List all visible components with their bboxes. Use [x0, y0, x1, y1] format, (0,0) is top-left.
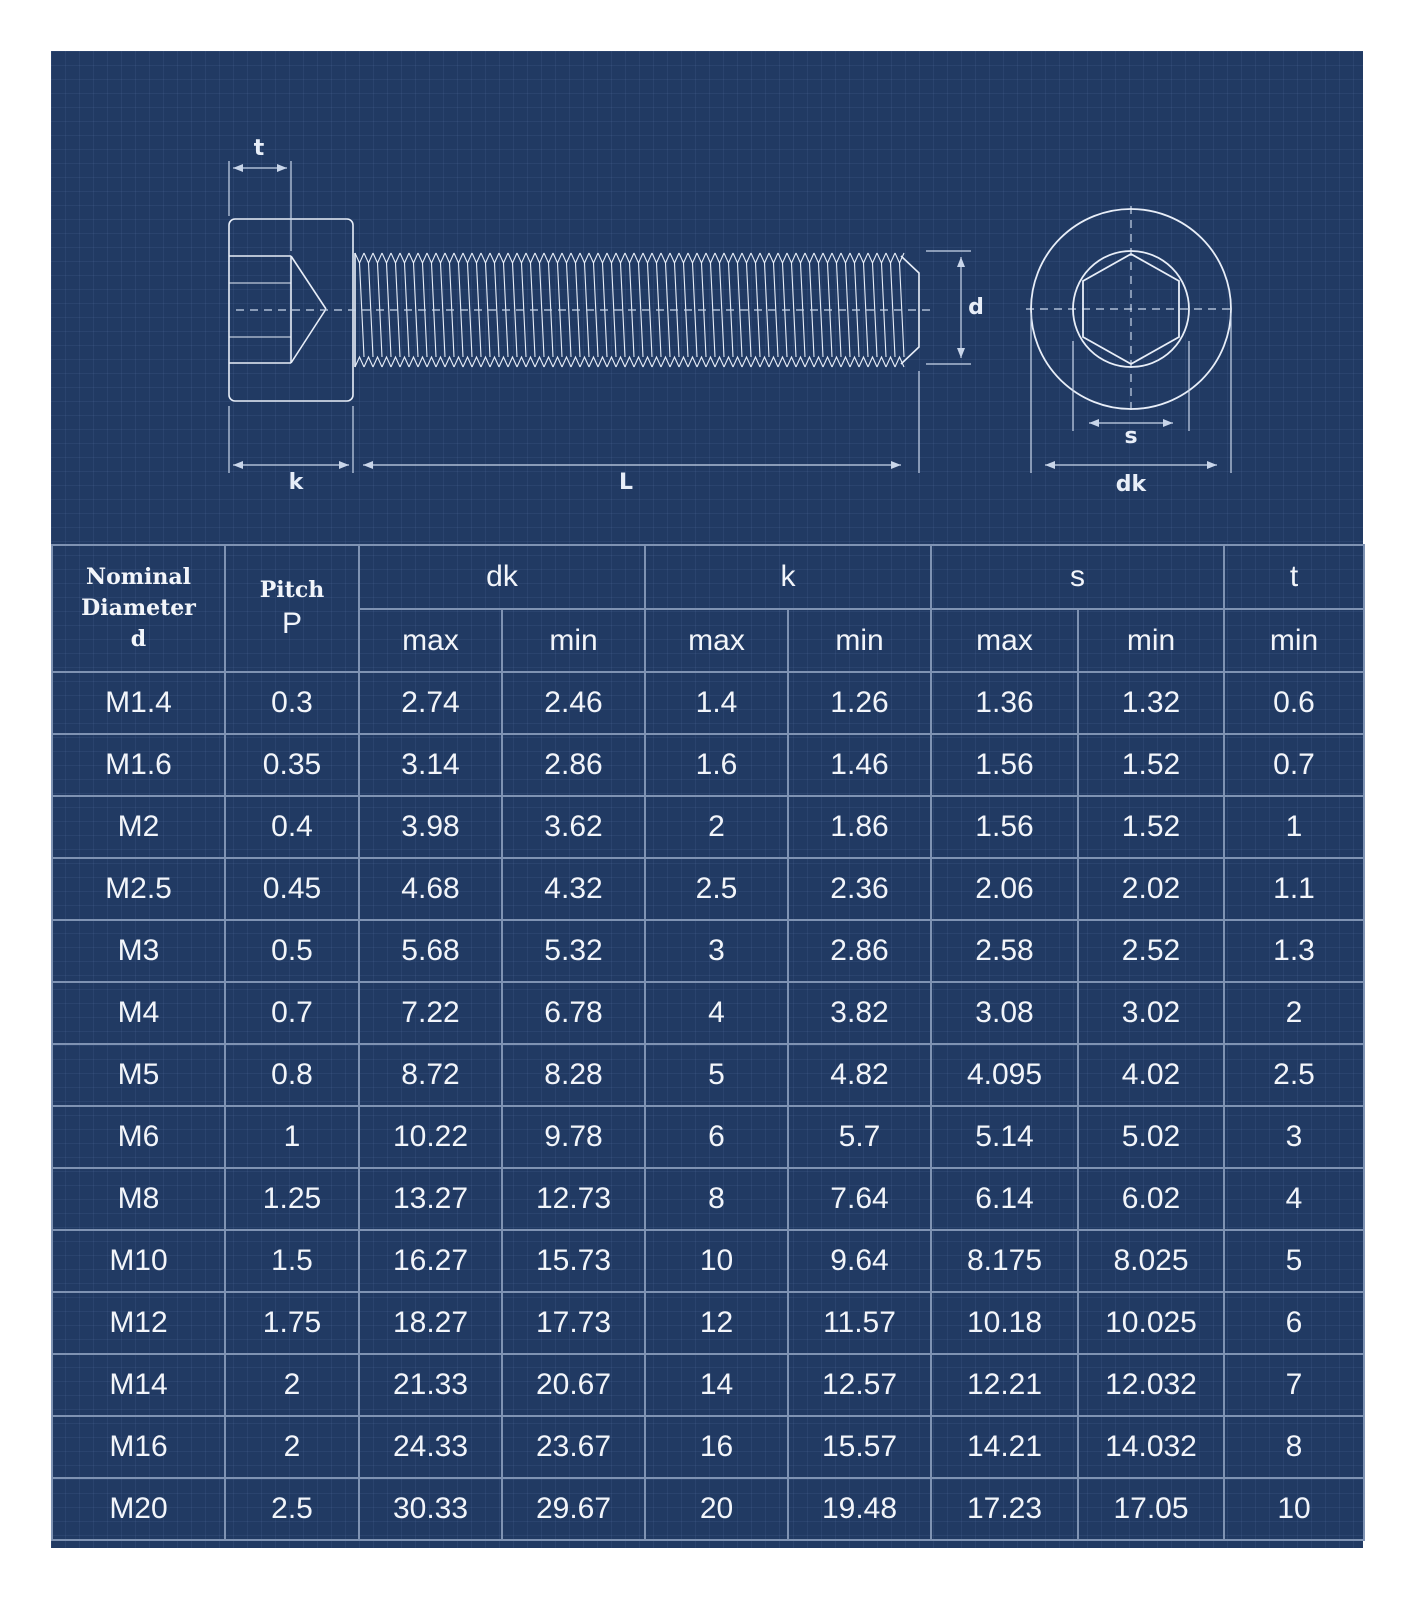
screw-diagram-svg	[51, 51, 1363, 541]
cell-pitch: 0.45	[225, 858, 359, 920]
table-row	[52, 1230, 1364, 1292]
cell-k-max: 1.6	[645, 734, 788, 796]
cell-s-max: 3.08	[931, 982, 1078, 1044]
cell-t-min: 0.7	[1224, 734, 1364, 796]
cell-k-min: 11.57	[788, 1292, 931, 1354]
cell-size: M3	[52, 920, 225, 982]
cell-k-max: 20	[645, 1478, 788, 1540]
header-group-t: t	[1224, 545, 1364, 609]
cell-t-min: 2	[1224, 982, 1364, 1044]
cell-dk-max: 24.33	[359, 1416, 502, 1478]
cell-k-min: 19.48	[788, 1478, 931, 1540]
cell-dk-max: 13.27	[359, 1168, 502, 1230]
cell-pitch: 1	[225, 1106, 359, 1168]
header-pitch	[225, 545, 359, 672]
cell-k-max: 16	[645, 1416, 788, 1478]
cell-s-min: 12.032	[1078, 1354, 1224, 1416]
cell-k-max: 1.4	[645, 672, 788, 734]
cell-k-max: 3	[645, 920, 788, 982]
cell-pitch: 0.3	[225, 672, 359, 734]
cell-s-min: 2.02	[1078, 858, 1224, 920]
cell-dk-max: 18.27	[359, 1292, 502, 1354]
cell-dk-min: 8.28	[502, 1044, 645, 1106]
cell-size: M12	[52, 1292, 225, 1354]
cell-size: M8	[52, 1168, 225, 1230]
cell-t-min: 6	[1224, 1292, 1364, 1354]
cell-s-min: 3.02	[1078, 982, 1224, 1044]
table-row	[52, 1292, 1364, 1354]
cell-dk-min: 5.32	[502, 920, 645, 982]
cell-size: M1.4	[52, 672, 225, 734]
cell-k-min: 5.7	[788, 1106, 931, 1168]
cell-k-min: 7.64	[788, 1168, 931, 1230]
cell-s-max: 14.21	[931, 1416, 1078, 1478]
cell-size: M20	[52, 1478, 225, 1540]
cell-dk-min: 9.78	[502, 1106, 645, 1168]
cell-k-max: 10	[645, 1230, 788, 1292]
cell-s-max: 10.18	[931, 1292, 1078, 1354]
cell-dk-max: 3.98	[359, 796, 502, 858]
cell-s-min: 1.52	[1078, 796, 1224, 858]
screw-technical-drawing	[51, 51, 1363, 541]
header-pitch-line1: Pitch	[259, 577, 325, 603]
cell-s-max: 17.23	[931, 1478, 1078, 1540]
cell-k-max: 5	[645, 1044, 788, 1106]
cell-size: M5	[52, 1044, 225, 1106]
cell-pitch: 2.5	[225, 1478, 359, 1540]
cell-k-min: 2.36	[788, 858, 931, 920]
header-nominal-line3: d	[130, 626, 147, 652]
cell-t-min: 0.6	[1224, 672, 1364, 734]
cell-dk-min: 2.86	[502, 734, 645, 796]
cell-dk-max: 2.74	[359, 672, 502, 734]
dim-label-t: t	[253, 136, 265, 161]
cell-k-max: 8	[645, 1168, 788, 1230]
cell-dk-min: 3.62	[502, 796, 645, 858]
table-row	[52, 1416, 1364, 1478]
dim-label-d: d	[968, 295, 984, 320]
cell-k-max: 12	[645, 1292, 788, 1354]
cell-s-min: 2.52	[1078, 920, 1224, 982]
cell-dk-min: 29.67	[502, 1478, 645, 1540]
cell-s-max: 12.21	[931, 1354, 1078, 1416]
cell-k-min: 1.26	[788, 672, 931, 734]
cell-k-min: 15.57	[788, 1416, 931, 1478]
cell-pitch: 2	[225, 1354, 359, 1416]
cell-t-min: 8	[1224, 1416, 1364, 1478]
header-nominal-line1: Nominal	[85, 564, 192, 590]
cell-t-min: 1.3	[1224, 920, 1364, 982]
table-row	[52, 1478, 1364, 1540]
table-header-row-1	[52, 545, 1364, 609]
table-row	[52, 796, 1364, 858]
cell-dk-max: 10.22	[359, 1106, 502, 1168]
cell-t-min: 10	[1224, 1478, 1364, 1540]
cell-s-min: 10.025	[1078, 1292, 1224, 1354]
cell-t-min: 1.1	[1224, 858, 1364, 920]
header-k-max: max	[645, 609, 788, 672]
table-row	[52, 672, 1364, 734]
cell-k-min: 9.64	[788, 1230, 931, 1292]
header-dk-max: max	[359, 609, 502, 672]
table-row	[52, 1044, 1364, 1106]
cell-size: M6	[52, 1106, 225, 1168]
cell-pitch: 0.7	[225, 982, 359, 1044]
cell-k-max: 2	[645, 796, 788, 858]
cell-dk-min: 4.32	[502, 858, 645, 920]
table-row	[52, 920, 1364, 982]
header-nominal-line2: Diameter	[81, 595, 196, 621]
cell-dk-min: 20.67	[502, 1354, 645, 1416]
cell-s-min: 6.02	[1078, 1168, 1224, 1230]
cell-dk-min: 15.73	[502, 1230, 645, 1292]
cell-size: M2	[52, 796, 225, 858]
cell-pitch: 1.25	[225, 1168, 359, 1230]
cell-dk-max: 5.68	[359, 920, 502, 982]
cell-dk-min: 23.67	[502, 1416, 645, 1478]
cell-k-max: 4	[645, 982, 788, 1044]
cell-s-max: 8.175	[931, 1230, 1078, 1292]
cell-pitch: 1.5	[225, 1230, 359, 1292]
dim-label-s: s	[1124, 424, 1138, 449]
cell-s-min: 5.02	[1078, 1106, 1224, 1168]
table-row	[52, 1354, 1364, 1416]
dim-label-L: L	[618, 470, 634, 495]
header-group-dk: dk	[359, 545, 645, 609]
cell-t-min: 7	[1224, 1354, 1364, 1416]
table-row	[52, 858, 1364, 920]
cell-pitch: 0.8	[225, 1044, 359, 1106]
cell-s-min: 8.025	[1078, 1230, 1224, 1292]
cell-t-min: 5	[1224, 1230, 1364, 1292]
cell-t-min: 4	[1224, 1168, 1364, 1230]
cell-dk-max: 30.33	[359, 1478, 502, 1540]
cell-s-min: 14.032	[1078, 1416, 1224, 1478]
cell-k-min: 2.86	[788, 920, 931, 982]
cell-k-min: 4.82	[788, 1044, 931, 1106]
cell-s-max: 1.36	[931, 672, 1078, 734]
cell-k-min: 3.82	[788, 982, 931, 1044]
cell-dk-max: 3.14	[359, 734, 502, 796]
cell-s-min: 1.32	[1078, 672, 1224, 734]
cell-s-max: 2.06	[931, 858, 1078, 920]
cell-s-max: 4.095	[931, 1044, 1078, 1106]
cell-k-max: 14	[645, 1354, 788, 1416]
spec-sheet-panel	[51, 51, 1363, 1548]
header-pitch-line2: P	[281, 607, 302, 640]
table-row	[52, 1106, 1364, 1168]
cell-s-max: 2.58	[931, 920, 1078, 982]
cell-size: M14	[52, 1354, 225, 1416]
cell-s-max: 1.56	[931, 796, 1078, 858]
cell-size: M4	[52, 982, 225, 1044]
cell-s-min: 1.52	[1078, 734, 1224, 796]
cell-t-min: 3	[1224, 1106, 1364, 1168]
cell-dk-max: 4.68	[359, 858, 502, 920]
dim-label-k: k	[288, 470, 304, 495]
cell-k-min: 1.86	[788, 796, 931, 858]
header-group-k: k	[645, 545, 931, 609]
cell-pitch: 0.35	[225, 734, 359, 796]
cell-s-min: 4.02	[1078, 1044, 1224, 1106]
cell-k-min: 12.57	[788, 1354, 931, 1416]
cell-dk-min: 17.73	[502, 1292, 645, 1354]
cell-size: M2.5	[52, 858, 225, 920]
table-row	[52, 1168, 1364, 1230]
cell-size: M10	[52, 1230, 225, 1292]
cell-s-max: 1.56	[931, 734, 1078, 796]
header-dk-min: min	[502, 609, 645, 672]
header-nominal-diameter	[52, 545, 225, 672]
screw-dimension-table	[51, 544, 1365, 1541]
cell-dk-max: 16.27	[359, 1230, 502, 1292]
header-t-min: min	[1224, 609, 1364, 672]
cell-dk-min: 12.73	[502, 1168, 645, 1230]
cell-t-min: 2.5	[1224, 1044, 1364, 1106]
cell-s-min: 17.05	[1078, 1478, 1224, 1540]
cell-dk-max: 8.72	[359, 1044, 502, 1106]
cell-k-max: 6	[645, 1106, 788, 1168]
cell-dk-min: 6.78	[502, 982, 645, 1044]
cell-dk-max: 7.22	[359, 982, 502, 1044]
cell-size: M16	[52, 1416, 225, 1478]
cell-t-min: 1	[1224, 796, 1364, 858]
header-group-s: s	[931, 545, 1224, 609]
table-row	[52, 734, 1364, 796]
cell-pitch: 2	[225, 1416, 359, 1478]
cell-pitch: 0.4	[225, 796, 359, 858]
cell-k-min: 1.46	[788, 734, 931, 796]
header-s-min: min	[1078, 609, 1224, 672]
cell-size: M1.6	[52, 734, 225, 796]
cell-pitch: 0.5	[225, 920, 359, 982]
table-body	[52, 672, 1364, 1540]
cell-s-max: 5.14	[931, 1106, 1078, 1168]
header-k-min: min	[788, 609, 931, 672]
header-s-max: max	[931, 609, 1078, 672]
cell-k-max: 2.5	[645, 858, 788, 920]
cell-dk-min: 2.46	[502, 672, 645, 734]
cell-pitch: 1.75	[225, 1292, 359, 1354]
cell-s-max: 6.14	[931, 1168, 1078, 1230]
table-row	[52, 982, 1364, 1044]
cell-dk-max: 21.33	[359, 1354, 502, 1416]
dim-label-dk: dk	[1115, 472, 1147, 497]
